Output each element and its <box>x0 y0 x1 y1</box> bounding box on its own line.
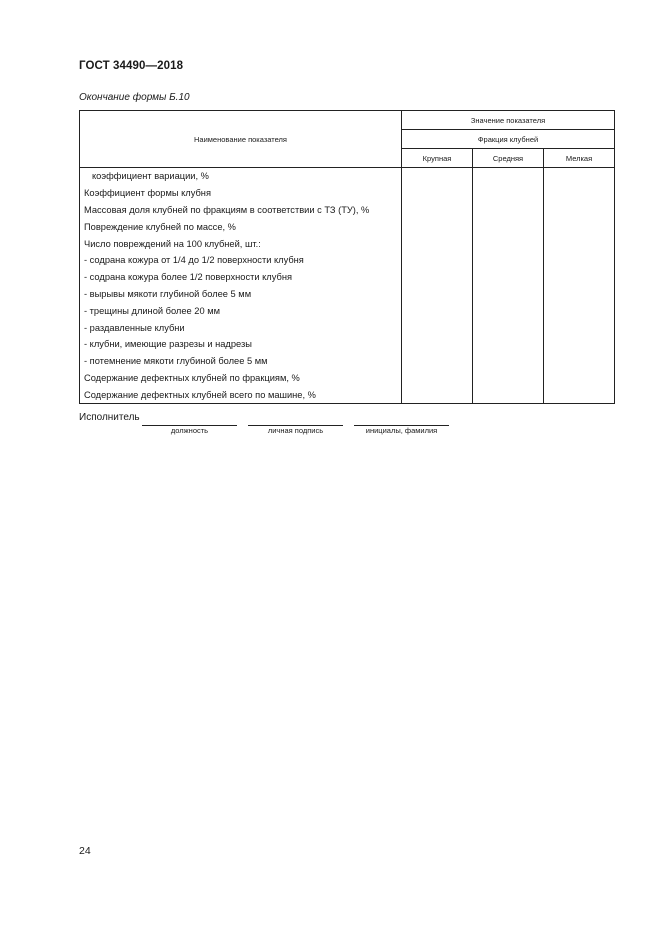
fraction-group-header: Фракция клубней <box>402 130 615 149</box>
indicator-name: - трещины длиной более 20 мм <box>80 302 402 319</box>
value-cell-medium <box>473 269 544 286</box>
value-cell-medium <box>473 202 544 219</box>
value-cell-medium <box>473 218 544 235</box>
value-cell-large <box>402 202 473 219</box>
value-cell-small <box>544 185 615 202</box>
performer-label: Исполнитель <box>79 412 140 423</box>
table-row <box>80 386 615 403</box>
value-cell-large <box>402 185 473 202</box>
value-cell-medium <box>473 386 544 403</box>
value-cell-small <box>544 168 615 185</box>
value-cell-small <box>544 202 615 219</box>
position-caption: должность <box>170 426 209 435</box>
value-cell-large <box>402 353 473 370</box>
table-row <box>80 286 615 303</box>
value-cell-large <box>402 336 473 353</box>
value-cell-large <box>402 168 473 185</box>
value-cell-medium <box>473 252 544 269</box>
value-cell-large <box>402 370 473 387</box>
indicator-name: Содержание дефектных клубней всего по машине, % <box>80 386 402 403</box>
value-cell-medium <box>473 302 544 319</box>
signature-caption: личная подпись <box>267 426 324 435</box>
value-cell-small <box>544 302 615 319</box>
standard-code: ГОСТ 34490—2018 <box>79 60 184 72</box>
indicator-name: - клубни, имеющие разрезы и надрезы <box>80 336 402 353</box>
value-cell-large <box>402 319 473 336</box>
indicator-name: Коэффициент формы клубня <box>80 185 402 202</box>
value-cell-small <box>544 218 615 235</box>
fraction-column-small: Мелкая <box>544 149 615 168</box>
table-row <box>80 235 615 252</box>
signature-block <box>79 412 459 438</box>
indicator-name: - раздавленные клубни <box>80 319 402 336</box>
indicator-name: Число повреждений на 100 клубней, шт.: <box>80 235 402 252</box>
value-cell-medium <box>473 336 544 353</box>
fraction-column-large: Крупная <box>402 149 473 168</box>
value-cell-small <box>544 336 615 353</box>
indicator-name: - содрана кожура более 1/2 поверхности клубня <box>80 269 402 286</box>
value-cell-large <box>402 286 473 303</box>
indicator-name: Массовая доля клубней по фракциям в соответствии с ТЗ (ТУ), % <box>80 202 402 219</box>
table-row <box>80 319 615 336</box>
value-cell-small <box>544 353 615 370</box>
table-row <box>80 168 615 185</box>
name-column-header: Наименование показателя <box>80 111 402 168</box>
indicator-name: - вырывы мякоти глубиной более 5 мм <box>80 286 402 303</box>
indicator-name: Повреждение клубней по массе, % <box>80 218 402 235</box>
fraction-column-medium: Средняя <box>473 149 544 168</box>
form-caption: Окончание формы Б.10 <box>79 92 190 103</box>
table-row <box>80 370 615 387</box>
page-number: 24 <box>79 845 91 857</box>
value-cell-medium <box>473 185 544 202</box>
value-cell-small <box>544 252 615 269</box>
indicator-name: коэффициент вариации, % <box>80 168 402 185</box>
table-row <box>80 202 615 219</box>
indicator-name: - потемнение мякоти глубиной более 5 мм <box>80 353 402 370</box>
table-row <box>80 185 615 202</box>
value-cell-small <box>544 386 615 403</box>
table-row <box>80 218 615 235</box>
value-group-header: Значение показателя <box>402 111 615 130</box>
value-cell-medium <box>473 286 544 303</box>
value-cell-large <box>402 252 473 269</box>
value-cell-small <box>544 319 615 336</box>
value-cell-large <box>402 235 473 252</box>
indicator-name: Содержание дефектных клубней по фракциям, % <box>80 370 402 387</box>
value-cell-large <box>402 302 473 319</box>
value-cell-large <box>402 386 473 403</box>
value-cell-medium <box>473 370 544 387</box>
value-cell-large <box>402 269 473 286</box>
table-row <box>80 353 615 370</box>
table-row <box>80 336 615 353</box>
value-cell-small <box>544 286 615 303</box>
value-cell-small <box>544 235 615 252</box>
value-cell-large <box>402 218 473 235</box>
value-cell-small <box>544 370 615 387</box>
value-cell-small <box>544 269 615 286</box>
table-row <box>80 302 615 319</box>
indicator-form-table <box>79 110 615 404</box>
table-row <box>80 269 615 286</box>
value-cell-medium <box>473 353 544 370</box>
value-cell-medium <box>473 235 544 252</box>
indicator-name: - содрана кожура от 1/4 до 1/2 поверхности клубня <box>80 252 402 269</box>
value-cell-medium <box>473 319 544 336</box>
name-caption: инициалы, фамилия <box>365 426 438 435</box>
value-cell-medium <box>473 168 544 185</box>
table-row <box>80 252 615 269</box>
